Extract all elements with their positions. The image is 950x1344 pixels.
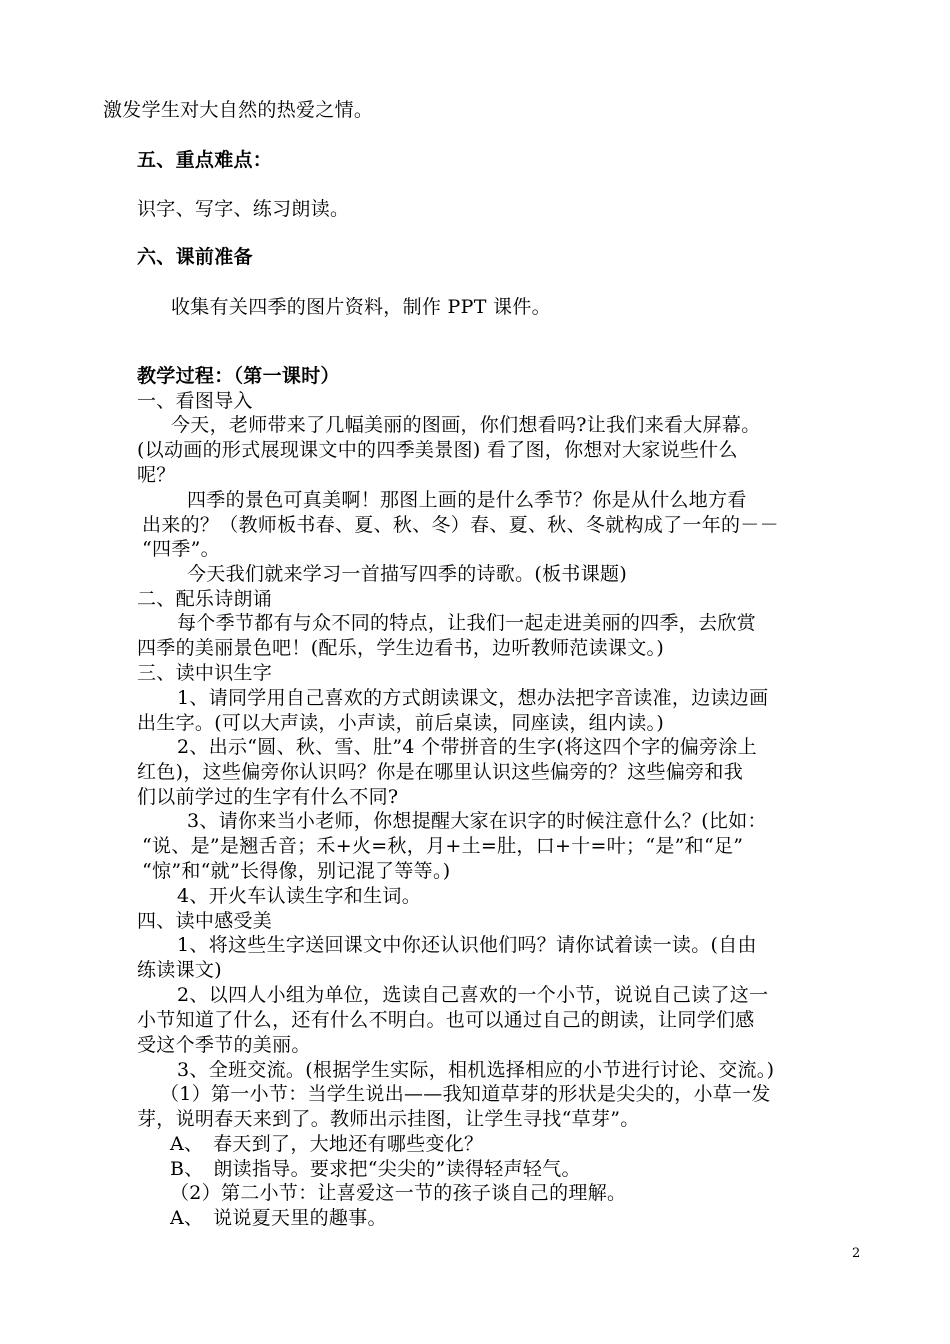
section5-heading: 五、重点难点：	[137, 149, 273, 171]
process-line: “说、是”是翘舌音；禾+火=秋，月+土=肚，口+十=叶；“是”和“足”	[142, 835, 744, 857]
process-line: 出来的？（教师板书春、夏、秋、冬）春、夏、秋、冬就构成了一年的－－	[142, 514, 779, 536]
process-line: 每个季节都有与众不同的特点，让我们一起走进美丽的四季，去欣赏	[177, 612, 757, 634]
process-line: 今天我们就来学习一首描写四季的诗歌。(板书课题)	[187, 563, 628, 585]
process-line: 练读课文)	[137, 959, 222, 981]
process-heading: 教学过程：（第一课时）	[137, 365, 340, 387]
process-line: 芽，说明春天来到了。教师出示挂图，让学生寻找“草芽”。	[137, 1108, 640, 1130]
section6-heading: 六、课前准备	[137, 246, 253, 268]
section6-text: 收集有关四季的图片资料，制作 PPT 课件。	[171, 296, 551, 318]
process-line: A、 春天到了，大地还有哪些变化？	[170, 1133, 484, 1155]
process-line: 二、配乐诗朗诵	[137, 588, 273, 610]
process-line: 3、请你来当小老师，你想提醒大家在识字的时候注意什么？(比如：	[187, 810, 767, 832]
process-line: 3、全班交流。(根据学生实际，相机选择相应的小节进行讨论、交流。)	[177, 1059, 775, 1081]
process-line: 受这个季节的美丽。	[137, 1034, 311, 1056]
intro-tail-text: 激发学生对大自然的热爱之情。	[103, 99, 374, 121]
process-line: 2、以四人小组为单位，选读自己喜欢的一个小节，说说自己读了这一	[177, 984, 769, 1006]
process-line: 呢？	[137, 464, 176, 486]
process-line: 四、读中感受美	[137, 910, 273, 932]
process-line: 红色)，这些偏旁你认识吗？你是在哪里认识这些偏旁的？这些偏旁和我	[137, 761, 744, 783]
process-line: “惊”和“就”长得像，别记混了等等。)	[142, 860, 451, 882]
process-line: 1、将这些生字送回课文中你还认识他们吗？请你试着读一读。(自由	[177, 934, 757, 956]
section5-text: 识字、写字、练习朗读。	[137, 198, 350, 220]
process-line: 一、看图导入	[137, 390, 253, 412]
process-line: （2）第二小节：让喜爱这一节的孩子谈自己的理解。	[170, 1182, 627, 1204]
process-line: 2、出示“圆、秋、雪、肚”4 个带拼音的生字(将这四个字的偏旁涂上	[177, 736, 757, 758]
process-line: A、 说说夏天里的趣事。	[170, 1207, 387, 1229]
process-line: 四季的美丽景色吧！(配乐，学生边看书，边听教师范读课文。)	[137, 637, 665, 659]
process-line: (以动画的形式展现课文中的四季美景图) 看了图，你想对大家说些什么	[137, 439, 738, 461]
process-line: 今天，老师带来了几幅美丽的图画，你们想看吗?让我们来看大屏幕。	[171, 414, 761, 436]
process-line: 三、读中识生字	[137, 662, 273, 684]
process-line: 1、请同学用自己喜欢的方式朗读课文，想办法把字音读准，边读边画	[177, 687, 769, 709]
process-line: （1）第一小节：当学生说出——我知道草芽的形状是尖尖的，小草一发	[160, 1083, 771, 1105]
page-number: 2	[852, 1246, 861, 1261]
process-line: 出生字。(可以大声读，小声读，前后桌读，同座读，组内读。)	[137, 712, 665, 734]
process-line: 4、开火车认读生字和生词。	[177, 885, 421, 907]
process-line: 们以前学过的生字有什么不同?	[137, 786, 399, 808]
process-line: 小节知道了什么，还有什么不明白。也可以通过自己的朗读，让同学们感	[137, 1009, 755, 1031]
process-line: “四季”。	[142, 538, 220, 560]
process-line: 四季的景色可真美啊！那图上画的是什么季节？你是从什么地方看	[187, 489, 747, 511]
process-line: B、 朗读指导。要求把“尖尖的”读得轻声轻气。	[170, 1158, 581, 1180]
